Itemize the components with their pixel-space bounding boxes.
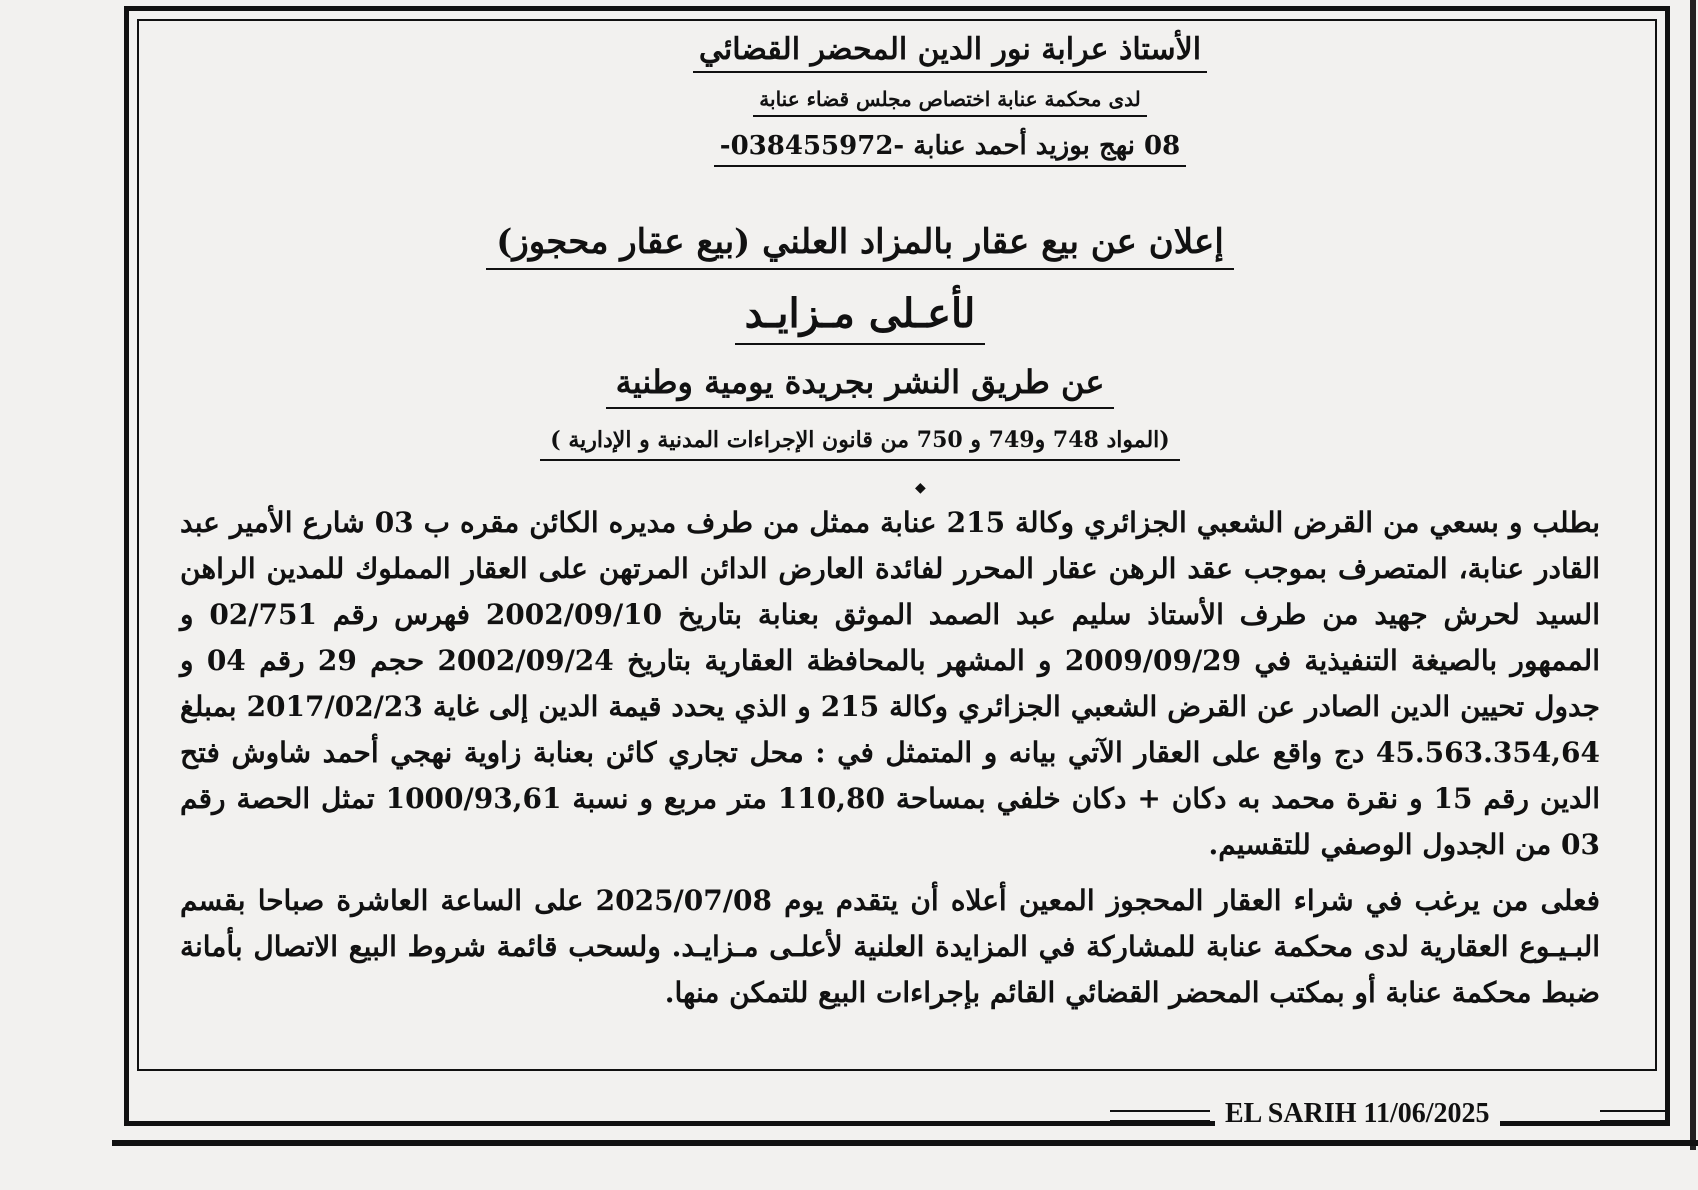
notice-title: إعلان عن بيع عقار بالمزاد العلني (بيع عقار محجوز): [486, 222, 1234, 270]
bullet-mark: ◆: [915, 480, 926, 496]
highest-bidder-title: لأعـلى مـزايـد: [735, 290, 986, 345]
footer-rule-left: [1110, 1110, 1210, 1122]
publication-title: عن طريق النشر بجريدة يومية وطنية: [606, 363, 1115, 409]
notice-body: [180, 500, 1600, 1026]
bailiff-header: [600, 30, 1300, 179]
bailiff-address: 08 نهج بوزيد أحمد عنابة -038455972-: [714, 129, 1186, 167]
notice-paragraph-1: بطلب و بسعي من القرض الشعبي الجزائري وكالة 215 عنابة ممثل من طرف مديره الكائن مقره ب 03 شارع الأمير عبد القادر عنابة، المتصرف بموجب عقد الرهن عقار المحرر لفائدة العارض الدائن المرتهن على العقار المملوك للمدين الراهن السيد لحرش جهيد من طرف الأستاذ سليم عبد الصمد الموثق بعنابة بتاريخ 2002/09/10 فهرس رقم 02/751 و الممهور بالصيغة التنفيذية في 2009/09/29 و المشهر بالمحافظة العقارية بتاريخ 2002/09/24 حجم 29 رقم 04 و جدول تحيين الدين الصادر عن القرض الشعبي الجزائري وكالة 215 و الذي يحدد قيمة الدين إلى غاية 2017/02/23 بمبلغ 45.563.354,64 دج واقع على العقار الآتي بيانه و المتمثل في : محل تجاري كائن بعنابة زاوية نهجي أحمد شاوش فتح الدين رقم 15 و نقرة محمد به دكان + دكان خلفي بمساحة 110,80 متر مربع و نسبة 1000/93,61 تمثل الحصة رقم 03 من الجدول الوصفي للتقسيم.: [180, 506, 1600, 861]
bailiff-court: لدى محكمة عنابة اختصاص مجلس قضاء عنابة: [753, 85, 1146, 117]
bottom-rule: [112, 1140, 1698, 1146]
notice-titles: [360, 222, 1360, 461]
notice-paragraph-2: فعلى من يرغب في شراء العقار المحجوز المعين أعلاه أن يتقدم يوم 2025/07/08 على الساعة العاشرة صباحا بقسم البـيـوع العقارية لدى محكمة عنابة للمشاركة في المزايدة العلنية لأعلـى مـزايـد. ولسحب قائمة شروط البيع الاتصال بأمانة ضبط محكمة عنابة أو بمكتب المحضر القضائي القائم بإجراءات البيع للتمكن منها.: [180, 884, 1600, 1009]
publisher-footer: EL SARIH 11/06/2025: [1215, 1098, 1500, 1130]
bailiff-name: الأستاذ عرابة نور الدين المحضر القضائي: [693, 30, 1207, 73]
legal-reference: (المواد 748 و749 و 750 من قانون الإجراءات المدنية و الإدارية ): [540, 427, 1179, 461]
footer-rule-right: [1600, 1110, 1665, 1122]
page-edge: [1690, 0, 1696, 1150]
